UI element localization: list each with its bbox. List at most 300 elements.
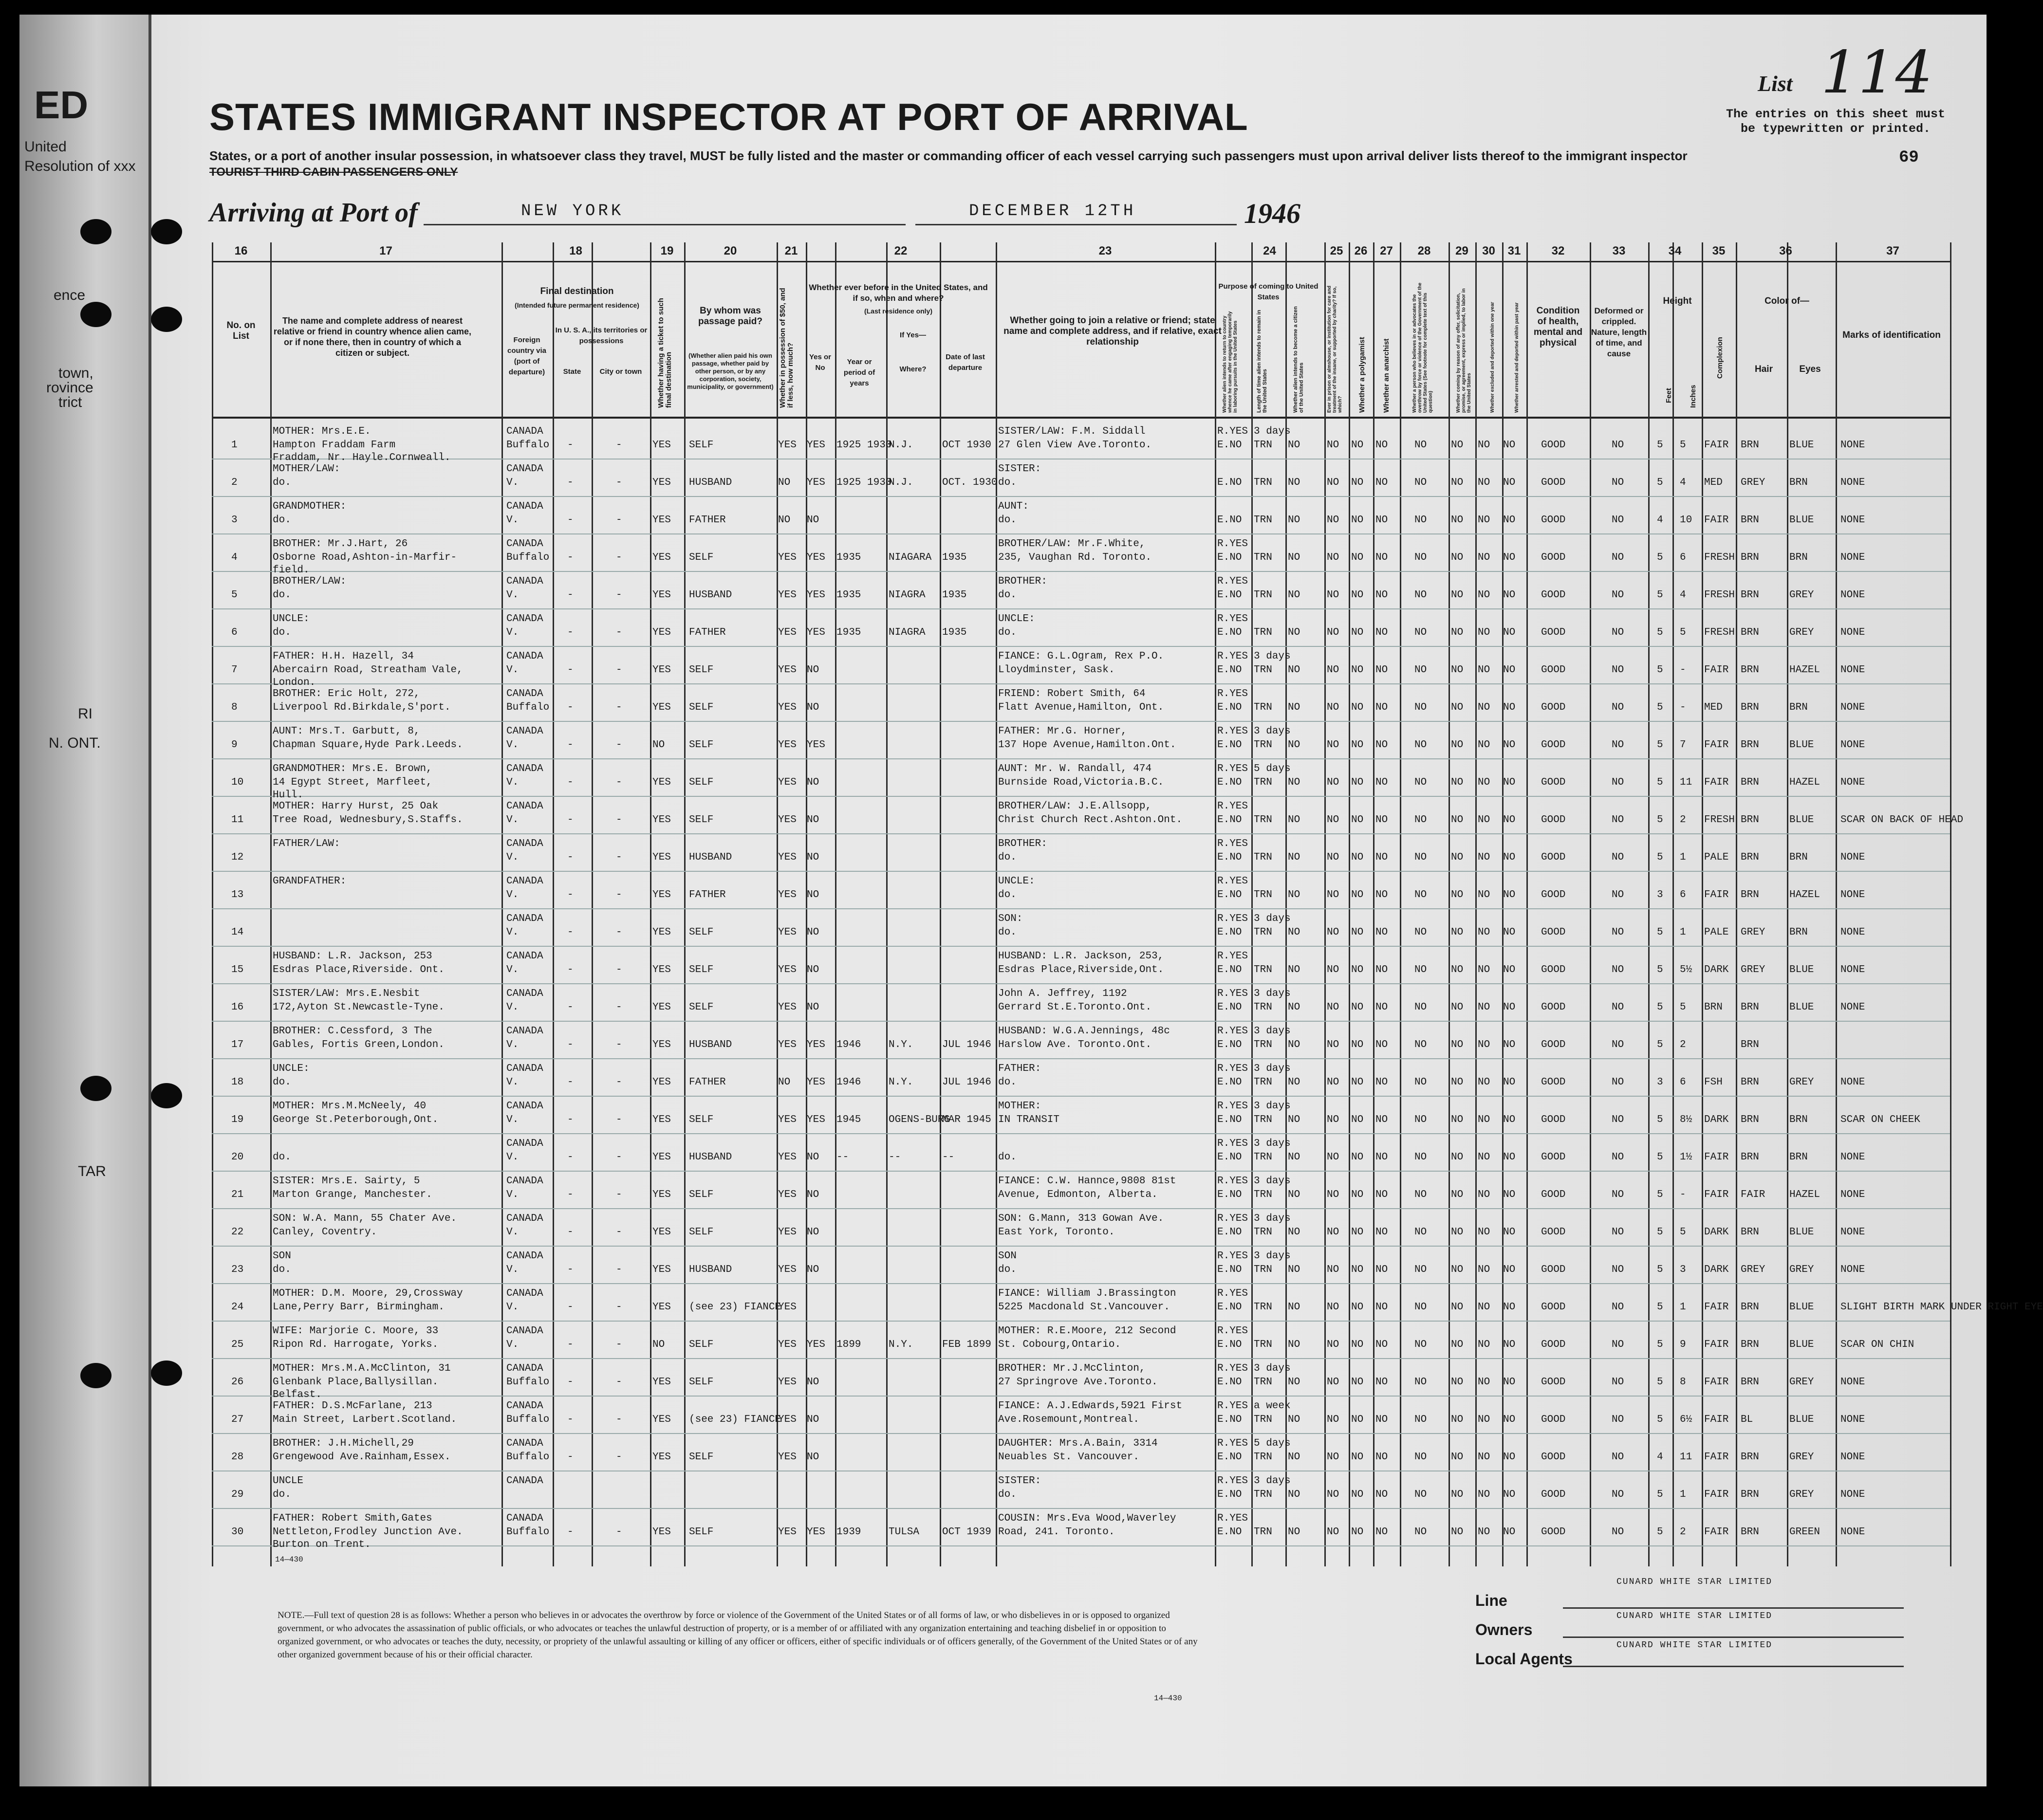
purpose-return-2: E.NO bbox=[1217, 1039, 1242, 1050]
q26-cell: NO bbox=[1351, 1152, 1364, 1163]
typewritten-note: The entries on this sheet must be typewritten or printed. bbox=[1726, 107, 1946, 136]
table-row bbox=[212, 498, 1950, 534]
purpose-return: R.YES bbox=[1217, 1250, 1248, 1262]
table-row bbox=[212, 1136, 1950, 1172]
q28-cell: NO bbox=[1414, 552, 1427, 563]
citizen-cell: NO bbox=[1288, 552, 1300, 563]
passage-paid-cell: HUSBAND bbox=[689, 852, 732, 863]
join-line-2: IN TRANSIT bbox=[998, 1114, 1060, 1125]
q25-cell: NO bbox=[1327, 1077, 1339, 1088]
before-in-us-cell: YES bbox=[807, 739, 825, 751]
q30-cell: NO bbox=[1478, 814, 1490, 826]
eyes-cell: GREEN bbox=[1789, 1526, 1820, 1538]
q31-cell: NO bbox=[1503, 964, 1516, 975]
q27-cell: NO bbox=[1375, 1227, 1388, 1238]
feet-cell: 5 bbox=[1657, 1526, 1663, 1538]
passage-paid-cell: SELF bbox=[689, 964, 714, 975]
inches-cell: 4 bbox=[1680, 589, 1686, 601]
q31-cell: NO bbox=[1503, 440, 1516, 451]
foreign-country: CANADA bbox=[506, 1513, 543, 1524]
row-number: 13 bbox=[231, 889, 244, 901]
q31-cell: NO bbox=[1503, 1302, 1516, 1313]
purpose-return: R.YES bbox=[1217, 1400, 1248, 1412]
inches-cell: - bbox=[1680, 1189, 1686, 1200]
q25-cell: NO bbox=[1327, 1414, 1339, 1425]
where-cell: N.Y. bbox=[889, 1339, 913, 1350]
table-row bbox=[212, 1286, 2043, 1322]
relative-line-2: Glenbank Place,Ballysillan. bbox=[273, 1377, 439, 1388]
inches-cell: 11 bbox=[1680, 777, 1692, 788]
q28-cell: NO bbox=[1414, 1339, 1427, 1350]
eyes-cell: GREY bbox=[1789, 627, 1814, 638]
q31-cell: NO bbox=[1503, 1339, 1516, 1350]
ticket-cell: YES bbox=[652, 1452, 671, 1463]
column-number: 30 bbox=[1482, 244, 1495, 257]
row-number: 24 bbox=[231, 1302, 244, 1313]
hair-cell: BRN bbox=[1741, 1039, 1759, 1050]
before-in-us-cell: NO bbox=[807, 927, 819, 938]
join-line-2: do. bbox=[998, 1489, 1017, 1500]
health-cell: GOOD bbox=[1541, 1039, 1566, 1050]
relative-line-2: do. bbox=[273, 477, 291, 488]
passage-paid-cell: (see 23) FIANCE bbox=[689, 1414, 781, 1425]
departure-cell: MAR 1945 bbox=[942, 1114, 991, 1125]
join-line-2: do. bbox=[998, 1264, 1017, 1275]
q25-cell: NO bbox=[1327, 515, 1339, 526]
via-port: V. bbox=[506, 1002, 519, 1013]
health-cell: GOOD bbox=[1541, 1414, 1566, 1425]
purpose-return: R.YES bbox=[1217, 1063, 1248, 1074]
column-number: 20 bbox=[724, 244, 737, 257]
header-question-28: Whether a person who believes in or advocates the overthrow by force or violence of the Government of the United States (See footnote for complete text of this question) bbox=[1412, 282, 1433, 413]
feet-cell: 5 bbox=[1657, 702, 1663, 713]
join-line-1: SON bbox=[998, 1250, 1017, 1262]
q31-cell: NO bbox=[1503, 1264, 1516, 1275]
q31-cell: NO bbox=[1503, 777, 1516, 788]
q26-cell: NO bbox=[1351, 739, 1364, 751]
hair-cell: BRN bbox=[1741, 739, 1759, 751]
inches-cell: 5½ bbox=[1680, 964, 1692, 975]
q27-cell: NO bbox=[1375, 1377, 1388, 1388]
fifty-dollars-cell: YES bbox=[778, 552, 797, 563]
relative-line-1: FATHER: Robert Smith,Gates bbox=[273, 1513, 432, 1524]
inches-cell: 9 bbox=[1680, 1339, 1686, 1350]
via-port: V. bbox=[506, 1302, 519, 1313]
passage-paid-cell: FATHER bbox=[689, 889, 726, 901]
inches-cell: 5 bbox=[1680, 1002, 1686, 1013]
header-state: State bbox=[563, 368, 581, 376]
length-of-stay: 3 days bbox=[1254, 726, 1291, 737]
via-port: V. bbox=[506, 1339, 519, 1350]
inches-cell: 2 bbox=[1680, 814, 1686, 826]
state-cell: - bbox=[567, 1077, 574, 1088]
foreign-country: CANADA bbox=[506, 1026, 543, 1037]
relative-line-1: BROTHER/LAW: bbox=[273, 576, 347, 587]
q27-cell: NO bbox=[1375, 1039, 1388, 1050]
complexion-cell: BRN bbox=[1704, 1002, 1723, 1013]
table-row bbox=[212, 1473, 1950, 1509]
length-of-stay: 3 days bbox=[1254, 913, 1291, 924]
via-port: V. bbox=[506, 1114, 519, 1125]
q25-cell: NO bbox=[1327, 739, 1339, 751]
citizen-cell: NO bbox=[1288, 627, 1300, 638]
complexion-cell: FAIR bbox=[1704, 1302, 1729, 1313]
passage-paid-cell: SELF bbox=[689, 1227, 714, 1238]
purpose-return: R.YES bbox=[1217, 1176, 1248, 1187]
foreign-country: CANADA bbox=[506, 688, 543, 699]
health-cell: GOOD bbox=[1541, 515, 1566, 526]
relative-line-1: FATHER: D.S.McFarlane, 213 bbox=[273, 1400, 432, 1412]
q30-cell: NO bbox=[1478, 889, 1490, 901]
relative-line-2: do. bbox=[273, 589, 291, 601]
deformed-cell: NO bbox=[1612, 777, 1624, 788]
citizen-cell: NO bbox=[1288, 1114, 1300, 1125]
header-ticket: Whether having a ticket to such final destination bbox=[657, 298, 673, 408]
q26-cell: NO bbox=[1351, 1489, 1364, 1500]
relative-line-2: do. bbox=[273, 627, 291, 638]
deformed-cell: NO bbox=[1612, 739, 1624, 751]
ticket-cell: YES bbox=[652, 515, 671, 526]
passage-paid-cell: SELF bbox=[689, 440, 714, 451]
purpose-return-2: E.NO bbox=[1217, 1377, 1242, 1388]
feet-cell: 5 bbox=[1657, 1302, 1663, 1313]
before-in-us-cell: YES bbox=[807, 1526, 825, 1538]
row-number: 14 bbox=[231, 927, 244, 938]
departure-cell: 1935 bbox=[942, 552, 967, 563]
deformed-cell: NO bbox=[1612, 1489, 1624, 1500]
q29-cell: NO bbox=[1451, 1452, 1464, 1463]
deformed-cell: NO bbox=[1612, 702, 1624, 713]
join-line-1: BROTHER: bbox=[998, 838, 1047, 849]
marks-cell: SLIGHT BIRTH MARK UNDER RIGHT EYE bbox=[1840, 1302, 2043, 1313]
before-in-us-cell: NO bbox=[807, 515, 819, 526]
q26-cell: NO bbox=[1351, 1526, 1364, 1538]
q26-cell: NO bbox=[1351, 702, 1364, 713]
ticket-cell: YES bbox=[652, 1189, 671, 1200]
column-number: 19 bbox=[660, 244, 674, 257]
passage-paid-cell: SELF bbox=[689, 814, 714, 826]
q30-cell: NO bbox=[1478, 1077, 1490, 1088]
q25-cell: NO bbox=[1327, 1152, 1339, 1163]
hair-cell: BRN bbox=[1741, 1452, 1759, 1463]
q25-cell: NO bbox=[1327, 1339, 1339, 1350]
q27-cell: NO bbox=[1375, 1189, 1388, 1200]
city-cell: - bbox=[616, 589, 622, 601]
row-number: 9 bbox=[231, 739, 238, 751]
relative-line-2: do. bbox=[273, 1077, 291, 1088]
transit-cell: TRN bbox=[1254, 477, 1272, 488]
before-in-us-cell: YES bbox=[807, 1114, 825, 1125]
q30-cell: NO bbox=[1478, 927, 1490, 938]
complexion-cell: FAIR bbox=[1704, 1526, 1729, 1538]
q31-cell: NO bbox=[1503, 1077, 1516, 1088]
ticket-cell: YES bbox=[652, 852, 671, 863]
footer-note: NOTE.—Full text of question 28 is as follows: Whether a person who believes in or advocates the overthrow by force or violence of the Government of the United States or of all forms of law, or who disbelieves in or is opposed to organized government, or who advocates the assassination of public officials, or who advocates or teaches the unlawful destruction of property, or is a member of or affiliated with any organization entertaining and teaching disbelief in or opposition to organized government, or who advocates or teaches the duty, necessity, or propriety of the unlawful assaulting or killing of any officer or officers, either of specific individuals or of officers generally, of the Government of the United States or of any other organized government because of his or their official character. bbox=[278, 1610, 1198, 1660]
header-question-29: Whether coming by reason of any offer, solicitation, promise, or agreement, express or implied, to labor in the United States bbox=[1456, 288, 1472, 413]
length-of-stay: 3 days bbox=[1254, 426, 1291, 437]
state-cell: - bbox=[567, 777, 574, 788]
hair-cell: BRN bbox=[1741, 889, 1759, 901]
left-page-line-2: Resolution of xxx bbox=[24, 158, 136, 174]
q31-cell: NO bbox=[1503, 1152, 1516, 1163]
health-cell: GOOD bbox=[1541, 1002, 1566, 1013]
relative-line-2: Liverpool Rd.Birkdale,S'port. bbox=[273, 702, 451, 713]
health-cell: GOOD bbox=[1541, 627, 1566, 638]
before-in-us-cell: NO bbox=[807, 964, 819, 975]
relative-line-2: do. bbox=[273, 1264, 291, 1275]
row-number: 16 bbox=[231, 1002, 244, 1013]
inches-cell: 3 bbox=[1680, 1264, 1686, 1275]
hair-cell: BRN bbox=[1741, 589, 1759, 601]
feet-cell: 5 bbox=[1657, 964, 1663, 975]
q27-cell: NO bbox=[1375, 477, 1388, 488]
fifty-dollars-cell: YES bbox=[778, 1264, 797, 1275]
row-number: 17 bbox=[231, 1039, 244, 1050]
foreign-country: CANADA bbox=[506, 1063, 543, 1074]
q29-cell: NO bbox=[1451, 814, 1464, 826]
city-cell: - bbox=[616, 1227, 622, 1238]
purpose-return-2: E.NO bbox=[1217, 852, 1242, 863]
q27-cell: NO bbox=[1375, 1264, 1388, 1275]
feet-cell: 5 bbox=[1657, 1189, 1663, 1200]
city-cell: - bbox=[616, 664, 622, 676]
binder-hole bbox=[151, 307, 182, 332]
header-purpose-length: Length of time alien intends to remain in the United States bbox=[1256, 310, 1268, 413]
inches-cell: 6 bbox=[1680, 1077, 1686, 1088]
header-date-departure: Date of last departure bbox=[946, 353, 985, 372]
deformed-cell: NO bbox=[1612, 1077, 1624, 1088]
state-cell: - bbox=[567, 889, 574, 901]
header-passage-paid: By whom was passage paid? bbox=[698, 306, 762, 327]
inches-cell: 6 bbox=[1680, 552, 1686, 563]
hair-cell: BRN bbox=[1741, 1526, 1759, 1538]
q31-cell: NO bbox=[1503, 1452, 1516, 1463]
header-purpose-citizen: Whether alien intends to become a citizen of the United States bbox=[1293, 306, 1304, 413]
q28-cell: NO bbox=[1414, 1414, 1427, 1425]
length-of-stay: a week bbox=[1254, 1400, 1291, 1412]
fifty-dollars-cell: YES bbox=[778, 814, 797, 826]
before-in-us-cell: NO bbox=[807, 777, 819, 788]
transit-cell: TRN bbox=[1254, 1077, 1272, 1088]
column-number: 24 bbox=[1263, 244, 1276, 257]
foreign-country: CANADA bbox=[506, 913, 543, 924]
departure-cell: 1935 bbox=[942, 589, 967, 601]
header-marks: Marks of identification bbox=[1842, 330, 1941, 340]
purpose-return-2: E.NO bbox=[1217, 1526, 1242, 1538]
q30-cell: NO bbox=[1478, 964, 1490, 975]
year-cell: 1946 bbox=[836, 1039, 861, 1050]
fifty-dollars-cell: YES bbox=[778, 1227, 797, 1238]
header-purpose: Purpose of coming to United States bbox=[1218, 282, 1319, 301]
header-question-31: Whether arrested and deported within past year bbox=[1514, 302, 1520, 413]
state-cell: - bbox=[567, 440, 574, 451]
header-question-30: Whether excluded and deported within one year bbox=[1490, 302, 1495, 413]
q29-cell: NO bbox=[1451, 589, 1464, 601]
q29-cell: NO bbox=[1451, 777, 1464, 788]
form-code: 14—430 bbox=[275, 1555, 303, 1564]
ticket-cell: YES bbox=[652, 927, 671, 938]
purpose-return: R.YES bbox=[1217, 988, 1248, 999]
q25-cell: NO bbox=[1327, 440, 1339, 451]
deformed-cell: NO bbox=[1612, 477, 1624, 488]
deformed-cell: NO bbox=[1612, 1039, 1624, 1050]
purpose-return: R.YES bbox=[1217, 801, 1248, 812]
transit-cell: TRN bbox=[1254, 852, 1272, 863]
relative-line-1: MOTHER/LAW: bbox=[273, 463, 340, 475]
passage-paid-cell: SELF bbox=[689, 664, 714, 676]
complexion-cell: FAIR bbox=[1704, 777, 1729, 788]
complexion-cell: FAIR bbox=[1704, 440, 1729, 451]
q29-cell: NO bbox=[1451, 702, 1464, 713]
via-port: V. bbox=[506, 927, 519, 938]
feet-cell: 5 bbox=[1657, 1264, 1663, 1275]
purpose-return-2: E.NO bbox=[1217, 1152, 1242, 1163]
before-in-us-cell: NO bbox=[807, 852, 819, 863]
q27-cell: NO bbox=[1375, 664, 1388, 676]
table-row bbox=[212, 1023, 1950, 1059]
via-port: V. bbox=[506, 515, 519, 526]
q26-cell: NO bbox=[1351, 1114, 1364, 1125]
hair-cell: BRN bbox=[1741, 777, 1759, 788]
join-line-1: SON: bbox=[998, 913, 1023, 924]
marks-cell: NONE bbox=[1840, 1189, 1865, 1200]
q26-cell: NO bbox=[1351, 852, 1364, 863]
health-cell: GOOD bbox=[1541, 964, 1566, 975]
before-in-us-cell: NO bbox=[807, 1152, 819, 1163]
row-number: 10 bbox=[231, 777, 244, 788]
city-cell: - bbox=[616, 1452, 622, 1463]
purpose-return: R.YES bbox=[1217, 1363, 1248, 1374]
length-of-stay: 3 days bbox=[1254, 651, 1291, 662]
join-line-2: 235, Vaughan Rd. Toronto. bbox=[998, 552, 1152, 563]
relative-line-2: Ripon Rd. Harrogate, Yorks. bbox=[273, 1339, 439, 1350]
marks-cell: NONE bbox=[1840, 964, 1865, 975]
departure-cell: JUL 1946 bbox=[942, 1077, 991, 1088]
table-row bbox=[212, 536, 1950, 576]
left-side-label: ence bbox=[54, 287, 86, 303]
join-line-1: COUSIN: Mrs.Eva Wood,Waverley bbox=[998, 1513, 1176, 1524]
join-line-2: do. bbox=[998, 852, 1017, 863]
marks-cell: NONE bbox=[1840, 1077, 1865, 1088]
via-port: V. bbox=[506, 777, 519, 788]
column-number: 36 bbox=[1779, 244, 1792, 257]
header-nearest-relative: The name and complete address of nearest relative or friend in country whence alien came, or if none there, then in country of which a citizen or subject. bbox=[273, 316, 472, 358]
health-cell: GOOD bbox=[1541, 927, 1566, 938]
complexion-cell: PALE bbox=[1704, 927, 1729, 938]
header-year-period: Year or period of years bbox=[843, 358, 875, 387]
eyes-cell: BLUE bbox=[1789, 1302, 1814, 1313]
fifty-dollars-cell: YES bbox=[778, 589, 797, 601]
join-line-2: do. bbox=[998, 889, 1017, 901]
eyes-cell: BLUE bbox=[1789, 814, 1814, 826]
inches-cell: 2 bbox=[1680, 1526, 1686, 1538]
eyes-cell: BRN bbox=[1789, 702, 1808, 713]
inches-cell: - bbox=[1680, 664, 1686, 676]
transit-cell: TRN bbox=[1254, 739, 1272, 751]
before-in-us-cell: YES bbox=[807, 1339, 825, 1350]
marks-cell: NONE bbox=[1840, 702, 1865, 713]
inches-cell: 8 bbox=[1680, 1377, 1686, 1388]
health-cell: GOOD bbox=[1541, 1302, 1566, 1313]
header-passage-note: (Whether alien paid his own passage, whether paid by other person, or by any corporation, society, municipality, or government) bbox=[687, 352, 774, 390]
citizen-cell: NO bbox=[1288, 889, 1300, 901]
purpose-return-2: E.NO bbox=[1217, 889, 1242, 901]
hair-cell: GREY bbox=[1741, 477, 1765, 488]
q25-cell: NO bbox=[1327, 552, 1339, 563]
foreign-country: CANADA bbox=[506, 1475, 543, 1487]
relative-line-2: Canley, Coventry. bbox=[273, 1227, 377, 1238]
state-cell: - bbox=[567, 1452, 574, 1463]
state-cell: - bbox=[567, 1377, 574, 1388]
city-cell: - bbox=[616, 1339, 622, 1350]
q27-cell: NO bbox=[1375, 927, 1388, 938]
join-line-2: 137 Hope Avenue,Hamilton.Ont. bbox=[998, 739, 1176, 751]
q26-cell: NO bbox=[1351, 1339, 1364, 1350]
join-line-2: Road, 241. Toronto. bbox=[998, 1526, 1115, 1538]
health-cell: GOOD bbox=[1541, 1489, 1566, 1500]
row-number: 8 bbox=[231, 702, 238, 713]
before-in-us-cell: NO bbox=[807, 702, 819, 713]
q29-cell: NO bbox=[1451, 1152, 1464, 1163]
join-line-1: SISTER/LAW: F.M. Siddall bbox=[998, 426, 1146, 437]
eyes-cell: GREY bbox=[1789, 1077, 1814, 1088]
purpose-return-2: E.NO bbox=[1217, 440, 1242, 451]
deformed-cell: NO bbox=[1612, 589, 1624, 601]
relative-line-2: Osborne Road,Ashton-in-Marfir- bbox=[273, 552, 457, 563]
q25-cell: NO bbox=[1327, 1227, 1339, 1238]
q31-cell: NO bbox=[1503, 589, 1516, 601]
hair-cell: GREY bbox=[1741, 927, 1765, 938]
state-cell: - bbox=[567, 964, 574, 975]
complexion-cell: DARK bbox=[1704, 1227, 1729, 1238]
passage-paid-cell: FATHER bbox=[689, 627, 726, 638]
q31-cell: NO bbox=[1503, 852, 1516, 863]
q27-cell: NO bbox=[1375, 1002, 1388, 1013]
q27-cell: NO bbox=[1375, 589, 1388, 601]
q28-cell: NO bbox=[1414, 589, 1427, 601]
eyes-cell: BRN bbox=[1789, 552, 1808, 563]
complexion-cell: DARK bbox=[1704, 964, 1729, 975]
join-line-2: do. bbox=[998, 589, 1017, 601]
where-cell: NIAGRA bbox=[889, 589, 926, 601]
fifty-dollars-cell: YES bbox=[778, 1339, 797, 1350]
marks-cell: NONE bbox=[1840, 515, 1865, 526]
year-cell: 1935 bbox=[836, 552, 861, 563]
q25-cell: NO bbox=[1327, 1264, 1339, 1275]
health-cell: GOOD bbox=[1541, 1152, 1566, 1163]
before-in-us-cell: NO bbox=[807, 1264, 819, 1275]
q26-cell: NO bbox=[1351, 627, 1364, 638]
fifty-dollars-cell: YES bbox=[778, 1377, 797, 1388]
row-number: 3 bbox=[231, 515, 238, 526]
fifty-dollars-cell: YES bbox=[778, 1002, 797, 1013]
q27-cell: NO bbox=[1375, 1152, 1388, 1163]
length-of-stay: 3 days bbox=[1254, 1138, 1291, 1149]
citizen-cell: NO bbox=[1288, 702, 1300, 713]
citizen-cell: NO bbox=[1288, 814, 1300, 826]
join-line-1: FRIEND: Robert Smith, 64 bbox=[998, 688, 1146, 699]
transit-cell: TRN bbox=[1254, 702, 1272, 713]
health-cell: GOOD bbox=[1541, 739, 1566, 751]
transit-cell: TRN bbox=[1254, 1526, 1272, 1538]
relative-line-1: UNCLE: bbox=[273, 1063, 310, 1074]
complexion-cell: FAIR bbox=[1704, 515, 1729, 526]
citizen-cell: NO bbox=[1288, 1039, 1300, 1050]
where-cell: -- bbox=[889, 1152, 901, 1163]
owners-label: Owners bbox=[1475, 1621, 1533, 1638]
binder-hole bbox=[80, 219, 111, 244]
table-row bbox=[212, 723, 1950, 759]
